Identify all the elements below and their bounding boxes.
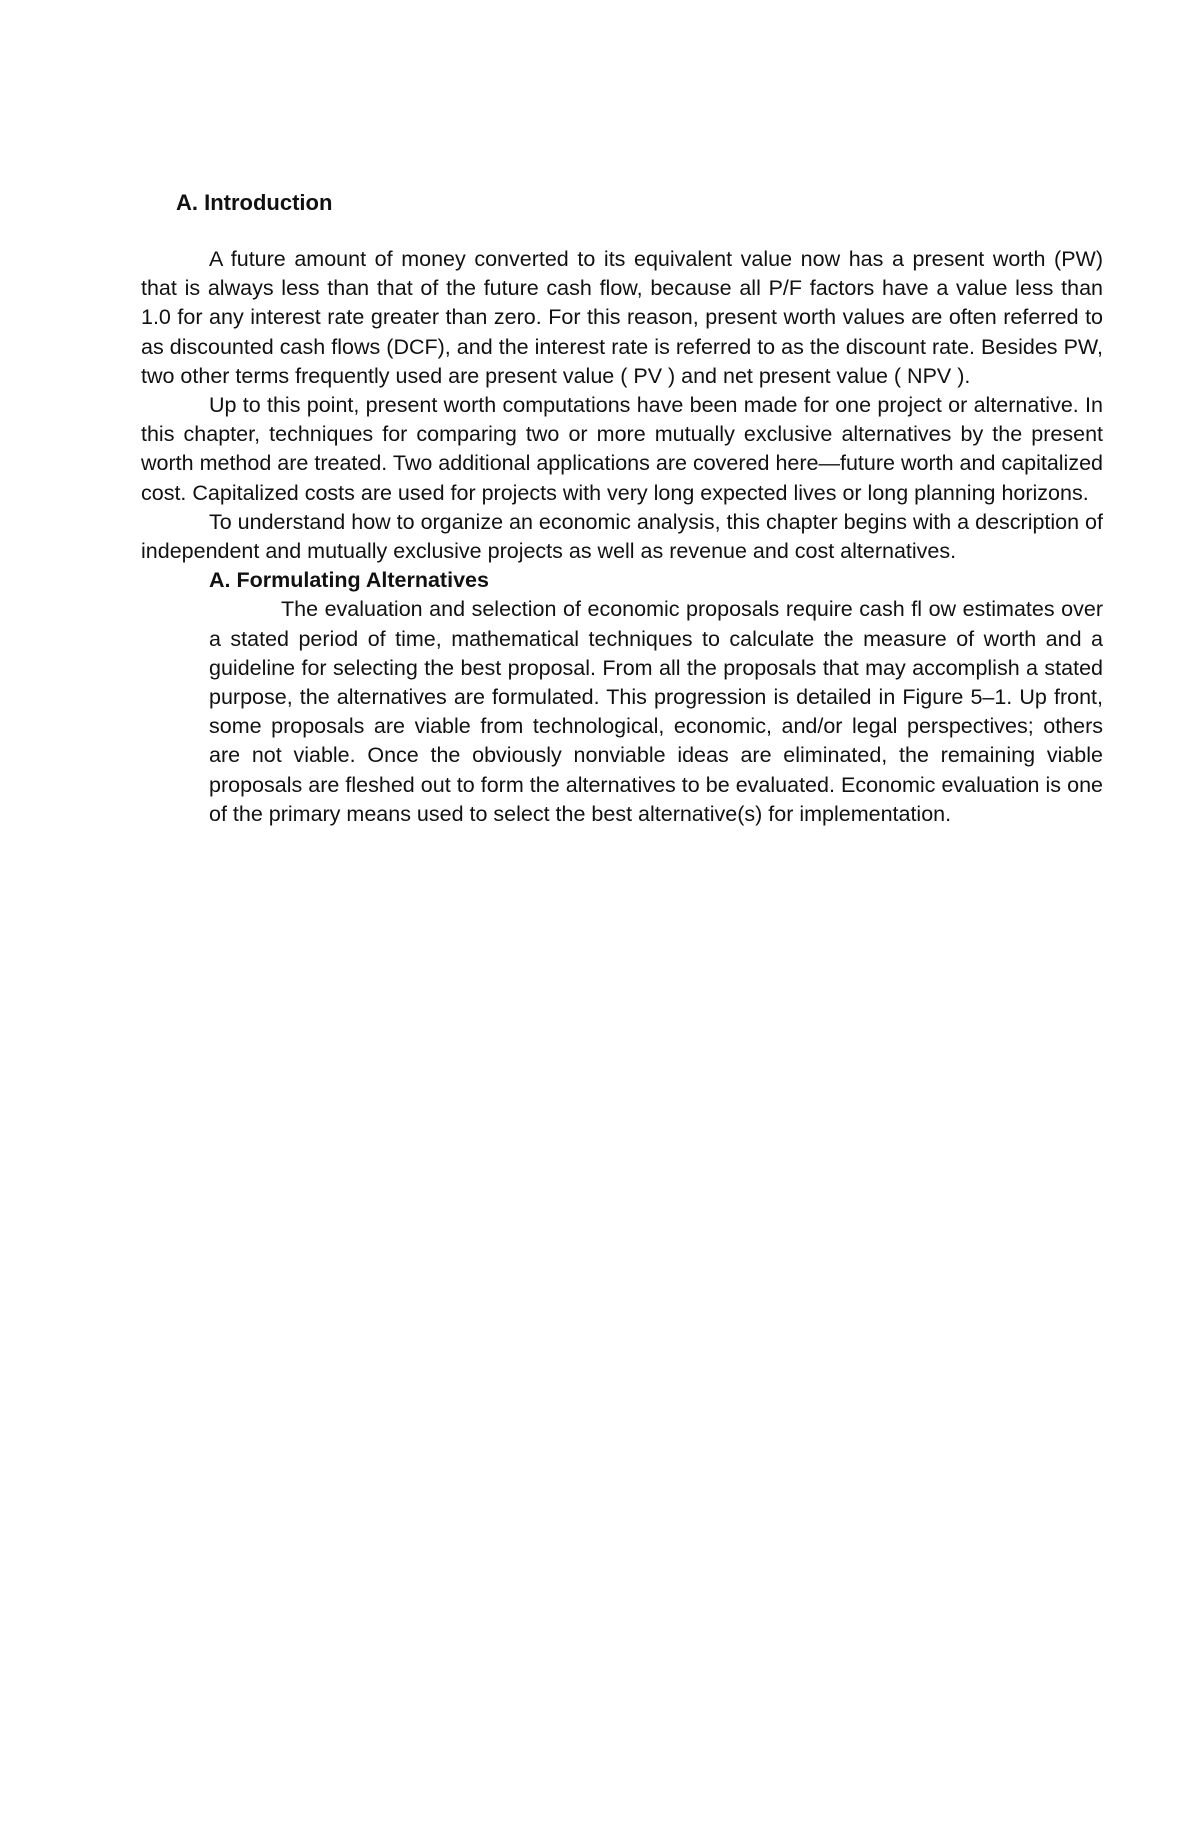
paragraph-formulating-alternatives: The evaluation and selection of economic proposals require cash fl ow estimates over a stated period of time, mathematical techniques to calculate the measure of worth and a guideline for selecting the best proposal. From all the proposals that may accomplish a stated purpose, the alternatives are formulated. This progression is detailed in Figure 5–1. Up front, some proposals are viable from technological, economic, and/or legal perspectives; others are not viable. Once the obviously nonviable ideas are eliminated, the remaining viable proposals are fleshed out to form the alternatives to be evaluated. Economic evaluation is one of the primary means used to select the best alternative(s) for implementation. xyxy=(209,597,1103,826)
paragraph-present-worth: A future amount of money converted to its equivalent value now has a present worth (PW) that is always less than that of the future cash flow, because all P/F factors have a value less than 1.0 for any interest rate greater than zero. For this reason, present worth values are often referred to as discounted cash flows (DCF), and the interest rate is referred to as the discount rate. Besides PW, two other terms frequently used are present value ( PV ) and net present value ( NPV ). xyxy=(141,247,1103,388)
paragraph-up-to-this-point: Up to this point, present worth computations have been made for one project or alternative. In this chapter, techniques for comparing two or more mutually exclusive alternatives by the present worth method are treated. Two additional applications are covered here—future worth and capitalized cost. Capitalized costs are used for projects with very long expected lives or long planning horizons. xyxy=(141,393,1103,505)
subsection-heading-formulating-alternatives: A. Formulating Alternatives xyxy=(209,568,489,593)
paragraph-organize-analysis: To understand how to organize an economic analysis, this chapter begins with a description of independent and mutually exclusive projects as well as revenue and cost alternatives. xyxy=(141,509,1103,564)
document-body xyxy=(141,245,1103,829)
section-heading-introduction: A. Introduction xyxy=(176,190,333,215)
